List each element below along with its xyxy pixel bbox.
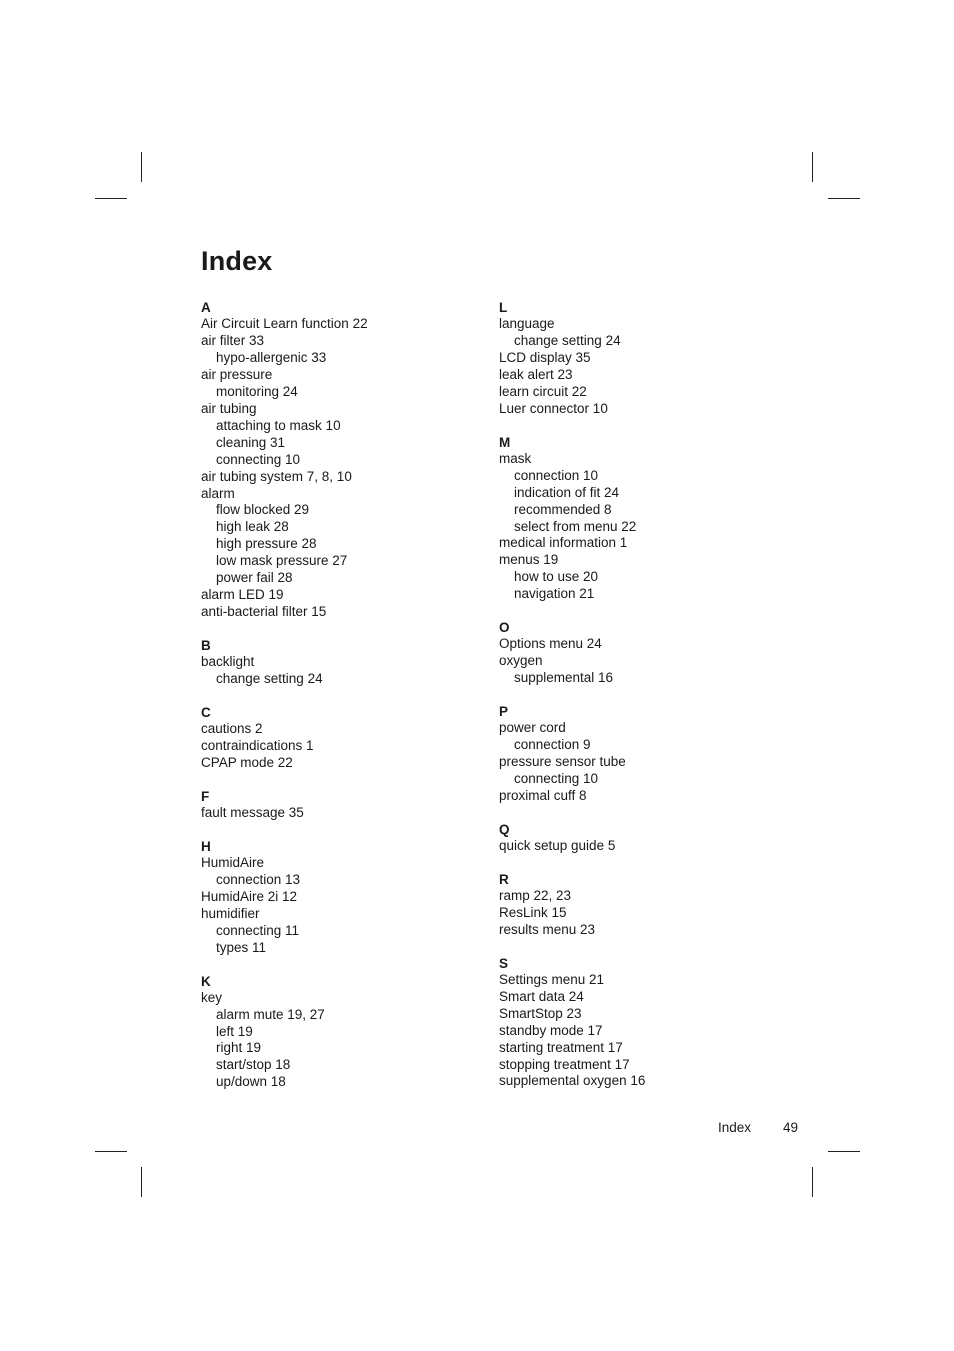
index-letter-heading: M	[499, 434, 511, 450]
index-entry: supplemental oxygen 16	[499, 1073, 646, 1089]
index-entry: Options menu 24	[499, 636, 602, 652]
index-letter-heading: C	[201, 705, 211, 721]
footer-page-number: 49	[783, 1120, 799, 1135]
index-subentry: start/stop 18	[216, 1057, 291, 1073]
crop-mark-bottom-left-horizontal	[95, 1151, 127, 1152]
index-entry: Settings menu 21	[499, 971, 605, 987]
index-subentry: connection 13	[216, 871, 301, 887]
index-subentry: change setting 24	[216, 671, 323, 687]
page-title: Index	[201, 246, 273, 276]
crop-mark-bottom-left-vertical	[141, 1167, 142, 1197]
index-entry: air tubing	[201, 400, 257, 416]
index-entry: ResLink 15	[499, 904, 567, 920]
index-entry: mask	[499, 450, 532, 466]
index-section-o	[499, 619, 769, 687]
index-letter-heading: H	[201, 838, 211, 854]
index-entry: HumidAire 2i 12	[201, 888, 298, 904]
index-column-right	[499, 299, 769, 1106]
index-letter-heading: L	[499, 300, 508, 315]
index-entry: leak alert 23	[499, 366, 573, 382]
index-entry: Smart data 24	[499, 988, 584, 1004]
index-section-f	[201, 788, 471, 822]
index-subentry: connecting 11	[216, 922, 300, 938]
index-section-s	[499, 955, 769, 1091]
index-section-k	[201, 973, 471, 1092]
index-entry: results menu 23	[499, 921, 596, 937]
index-entry: contraindications 1	[201, 738, 314, 754]
index-entry: HumidAire	[201, 854, 265, 870]
index-letter-heading: P	[499, 704, 509, 720]
index-column-left	[201, 299, 471, 1107]
index-entry: LCD display 35	[499, 349, 591, 365]
index-subentry: right 19	[216, 1040, 262, 1056]
index-entry: key	[201, 989, 223, 1005]
index-entry: Luer connector 10	[499, 400, 608, 416]
index-subentry: alarm mute 19, 27	[216, 1006, 325, 1022]
index-section-h	[201, 838, 471, 957]
index-entry: oxygen	[499, 653, 543, 669]
index-entry: medical information 1	[499, 535, 628, 551]
index-section-r	[499, 871, 769, 939]
index-entry: cautions 2	[201, 721, 263, 737]
index-section-b	[201, 637, 471, 688]
index-section-a	[201, 299, 471, 621]
index-letter-heading: K	[201, 973, 211, 989]
index-letter-heading: S	[499, 955, 509, 971]
index-entry: humidifier	[201, 905, 260, 921]
index-subentry: connecting 10	[514, 771, 599, 787]
index-subentry: up/down 18	[216, 1074, 286, 1090]
index-subentry: select from menu 22	[514, 518, 637, 534]
index-subentry: high pressure 28	[216, 536, 317, 552]
index-entry: menus 19	[499, 552, 559, 568]
index-entry: stopping treatment 17	[499, 1056, 630, 1072]
index-section-p	[499, 703, 769, 805]
index-subentry: connection 10	[514, 467, 599, 483]
index-letter-heading: R	[499, 871, 509, 887]
crop-mark-top-right-horizontal	[828, 198, 860, 199]
index-subentry: low mask pressure 27	[216, 553, 348, 569]
footer-section-label: Index	[718, 1120, 752, 1135]
crop-mark-top-right-vertical	[812, 152, 813, 182]
crop-mark-bottom-right-vertical	[812, 1167, 813, 1197]
index-entry: starting treatment 17	[499, 1039, 623, 1055]
index-entry: language	[499, 316, 555, 331]
index-entry: alarm LED 19	[201, 587, 284, 603]
index-entry: proximal cuff 8	[499, 787, 587, 803]
index-letter-heading: F	[201, 788, 210, 804]
index-entry: CPAP mode 22	[201, 754, 293, 770]
index-subentry: flow blocked 29	[216, 502, 310, 518]
index-section-q	[499, 821, 769, 855]
index-subentry: connecting 10	[216, 451, 301, 467]
index-letter-heading: O	[499, 620, 510, 636]
index-subentry: high leak 28	[216, 519, 289, 535]
index-subentry: change setting 24	[514, 332, 621, 348]
crop-mark-bottom-right-horizontal	[828, 1151, 860, 1152]
index-subentry: how to use 20	[514, 569, 599, 585]
index-entry: backlight	[201, 654, 255, 670]
index-entry: Air Circuit Learn function 22	[201, 316, 368, 331]
index-subentry: hypo-allergenic 33	[216, 349, 327, 365]
index-letter-heading: B	[201, 638, 211, 654]
index-subentry: navigation 21	[514, 586, 595, 602]
index-subentry: types 11	[216, 939, 267, 955]
index-subentry: left 19	[216, 1023, 253, 1039]
index-subentry: supplemental 16	[514, 670, 614, 686]
index-section-c	[201, 704, 471, 772]
index-entry: fault message 35	[201, 804, 304, 820]
index-subentry: monitoring 24	[216, 383, 298, 399]
index-entry: learn circuit 22	[499, 383, 587, 399]
index-entry: power cord	[499, 720, 566, 736]
index-entry: air pressure	[201, 366, 273, 382]
index-entry: SmartStop 23	[499, 1005, 582, 1021]
index-letter-heading: A	[201, 300, 211, 315]
index-subentry: cleaning 31	[216, 434, 286, 450]
index-subentry: connection 9	[514, 737, 591, 753]
index-entry: air filter 33	[201, 332, 265, 348]
index-section-m	[499, 434, 769, 604]
index-entry: anti-bacterial filter 15	[201, 604, 327, 620]
index-subentry: power fail 28	[216, 570, 293, 586]
index-subentry: attaching to mask 10	[216, 417, 341, 433]
index-subentry: recommended 8	[514, 501, 612, 517]
index-subentry: indication of fit 24	[514, 484, 620, 500]
index-entry: quick setup guide 5	[499, 837, 616, 853]
index-entry: alarm	[201, 485, 235, 501]
index-entry: air tubing system 7, 8, 10	[201, 468, 352, 484]
index-letter-heading: Q	[499, 821, 510, 837]
crop-mark-top-left-horizontal	[95, 198, 127, 199]
index-entry: standby mode 17	[499, 1022, 603, 1038]
crop-mark-top-left-vertical	[141, 152, 142, 182]
index-section-l	[499, 299, 769, 418]
index-entry: ramp 22, 23	[499, 887, 572, 903]
index-entry: pressure sensor tube	[499, 754, 626, 770]
